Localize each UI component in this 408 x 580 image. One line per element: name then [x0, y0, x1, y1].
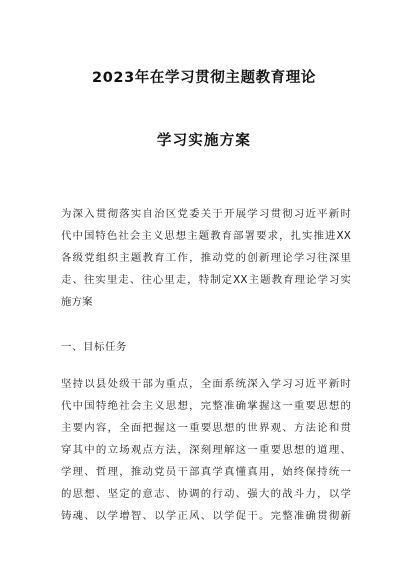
body-line: 学理、哲理，推动党员干部真学真懂真用，始终保持统一: [61, 466, 351, 478]
intro-line: 走、往实里走、往心里走，特制定XX主题教育理论学习实: [61, 274, 351, 286]
body-line: 代中国特绝社会主义思想，完整准确掌握这一重要思想的: [61, 400, 351, 412]
section-heading-goals: 一、目标任务: [61, 341, 127, 353]
intro-line: 代中国特色社会主义思想主题教育部署要求，扎实推进XX: [61, 230, 351, 242]
body-line: 坚持以县处级干部为重点，全面系统深入学习习近平新时: [61, 378, 351, 390]
body-line: 的思想、坚定的意志、协调的行动、强大的战斗力，以学: [61, 488, 351, 500]
body-line: 主要内容，全面把握这一重要思想的世界观、方法论和贯: [61, 422, 351, 434]
body-line: 铸魂、以学增智、以学正风、以学促干。完整准确贯彻新: [61, 510, 351, 522]
intro-paragraph: [61, 203, 351, 313]
intro-line: 各级党组织主题教育工作，推动党的创新理论学习往深里: [61, 252, 351, 264]
document-title-line-2: 学习实施方案: [156, 133, 252, 149]
document-title-line-1: 2023年在学习贯彻主题教育理论: [92, 70, 316, 86]
body-line: 穿其中的立场观点方法，深刻理解这一重要思想的道理、: [61, 444, 351, 456]
intro-line: 为深入贯彻落实自治区党委关于开展学习贯彻习近平新时: [61, 208, 351, 220]
intro-line: 施方案: [61, 296, 93, 308]
section-1-paragraph: [61, 373, 351, 527]
